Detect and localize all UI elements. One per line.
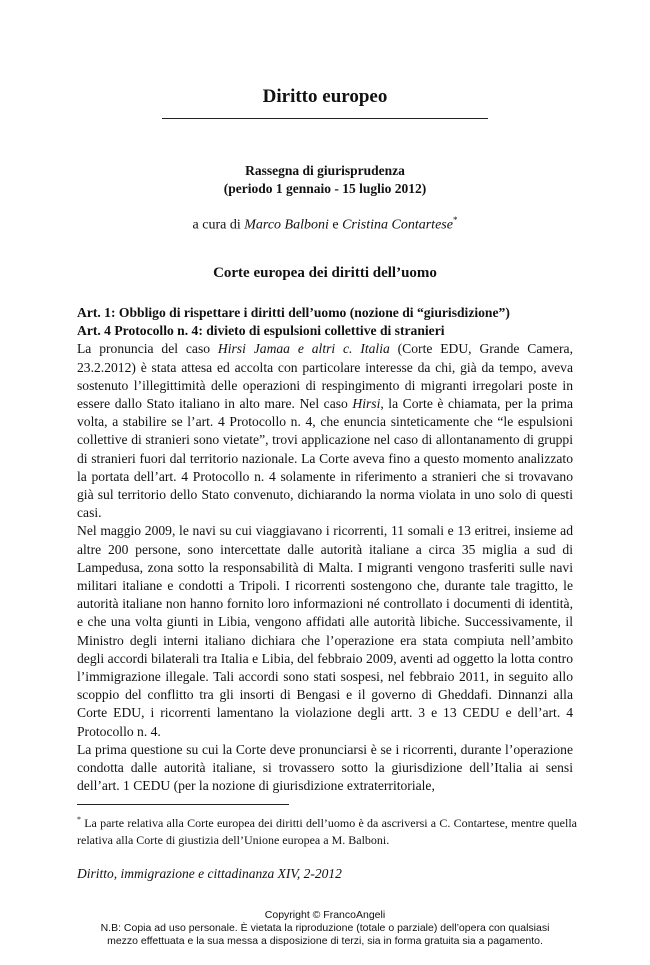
- review-period: (periodo 1 gennaio - 15 luglio 2012): [223, 181, 427, 196]
- copyright-notice: N.B: Copia ad uso personale. È vietata la riproduzione (totale o parziale) dell’opera con qualsiasi: [100, 922, 550, 934]
- footnote-separator: [77, 804, 289, 805]
- paragraph-text: (Corte EDU, Grande Camera, 23.2.2012) è stata attesa ed accolta con particolare interesse da chi, già da tempo, aveva sostenuto l’illegittimità delle operazioni di respingimento di migranti irregolari poste in essere dallo Stato italiano in alto mare. Nel caso: [77, 341, 573, 412]
- section-title: Diritto europeo: [262, 86, 388, 107]
- footnote-marker: *: [452, 215, 458, 225]
- editor-name: Marco Balboni: [244, 217, 329, 233]
- article-heading: Art. 1: Obbligo di rispettare i diritti dell’uomo (nozione di “giurisdizione”): [77, 305, 510, 320]
- copyright-line: Copyright © FrancoAngeli: [264, 909, 386, 921]
- body-paragraph: Nel maggio 2009, le navi su cui viaggiavano i ricorrenti, 11 somali e 13 eritrei, insieme ad altre 200 persone, sono intercettate dalle autorità italiane a circa 35 miglia a sud di Lampedusa, zona sotto la responsabilità di Malta. I migranti vengono trasferiti sulle navi militari italiane e condotti a Tripoli. I ricorrenti sostengono che, durante tale tragitto, le autorità italiane non hanno fornito loro informazioni né controllato i documenti di identità, e che una volta giunti in Libia, vengono affidati alle autorità libiche. Successivamente, il Ministro degli interni italiano dichiara che l’operazione era stata compiuta nell’ambito degli accordi bilaterali tra Italia e Libia, del febbraio 2009, aventi ad oggetto la lotta contro l’immigrazione illegale. Tali accordi sono stati sospesi, nel febbraio 2011, in seguito allo scoppio del conflitto tra gli insorti di Bengasi e il governo di Gheddafi. Dinnanzi alla Corte EDU, i ricorrenti lamentano la violazione degli artt. 3 e 13 CEDU e dell’art. 4 Protocollo n. 4.: [77, 523, 573, 739]
- copyright-notice: mezzo effettuata e la sua messa a disposizione di terzi, sia in forma gratuita sia a pagamento.: [107, 935, 543, 947]
- body-paragraph: [77, 340, 573, 522]
- paragraph-text: La pronuncia del caso: [77, 341, 218, 357]
- review-subtitle: Rassegna di giurisprudenza: [245, 163, 405, 178]
- footnote-marker: *: [77, 815, 81, 824]
- editor-name: Cristina Contartese: [342, 217, 453, 233]
- case-name: Hirsi: [352, 396, 381, 412]
- title-underline: [162, 118, 488, 119]
- body-paragraph: La prima questione su cui la Corte deve pronunciarsi è se i ricorrenti, durante l’operazione condotta dalle autorità italiane, si trovassero sotto la giurisdizione dell’Italia ai sensi dell’art. 1 CEDU (per la nozione di giurisdizione extraterritoriale,: [77, 741, 573, 794]
- editors-prefix: a cura di: [192, 217, 245, 233]
- footnote: [77, 811, 577, 849]
- journal-citation: Diritto, immigrazione e cittadinanza XIV, 2-2012: [77, 866, 342, 881]
- paragraph-text: , la Corte è chiamata, per la prima volta, a stabilire se l’art. 4 Protocollo n. 4, che enuncia sinteticamente che “le espulsioni collettive di stranieri sono vietate”, trovi applicazione nel caso di allontanamento di gruppi di stranieri fuori dal territorio nazionale. La Corte aveva fino a questo momento analizzato la portata dell’art. 4 Protocollo n. 4 solamente in riferimento a stranieri che si trovavano già sul territorio dello Stato convenuto, dichiarando la norma violata in uno solo di questi casi.: [77, 396, 573, 521]
- editors-line: [0, 215, 650, 234]
- editors-conjunction: e: [328, 217, 343, 233]
- article-body: [77, 304, 573, 795]
- court-heading: Corte europea dei diritti dell’uomo: [213, 265, 437, 281]
- case-name: Hirsi Jamaa e altri c. Italia: [217, 341, 390, 357]
- footnote-text: La parte relativa alla Corte europea dei diritti dell’uomo è da ascriversi a C. Contartese, mentre quella relativa alla Corte di giustizia dell’Unione europea a M. Balboni.: [77, 816, 577, 847]
- article-heading: Art. 4 Protocollo n. 4: divieto di espulsioni collettive di stranieri: [77, 323, 445, 339]
